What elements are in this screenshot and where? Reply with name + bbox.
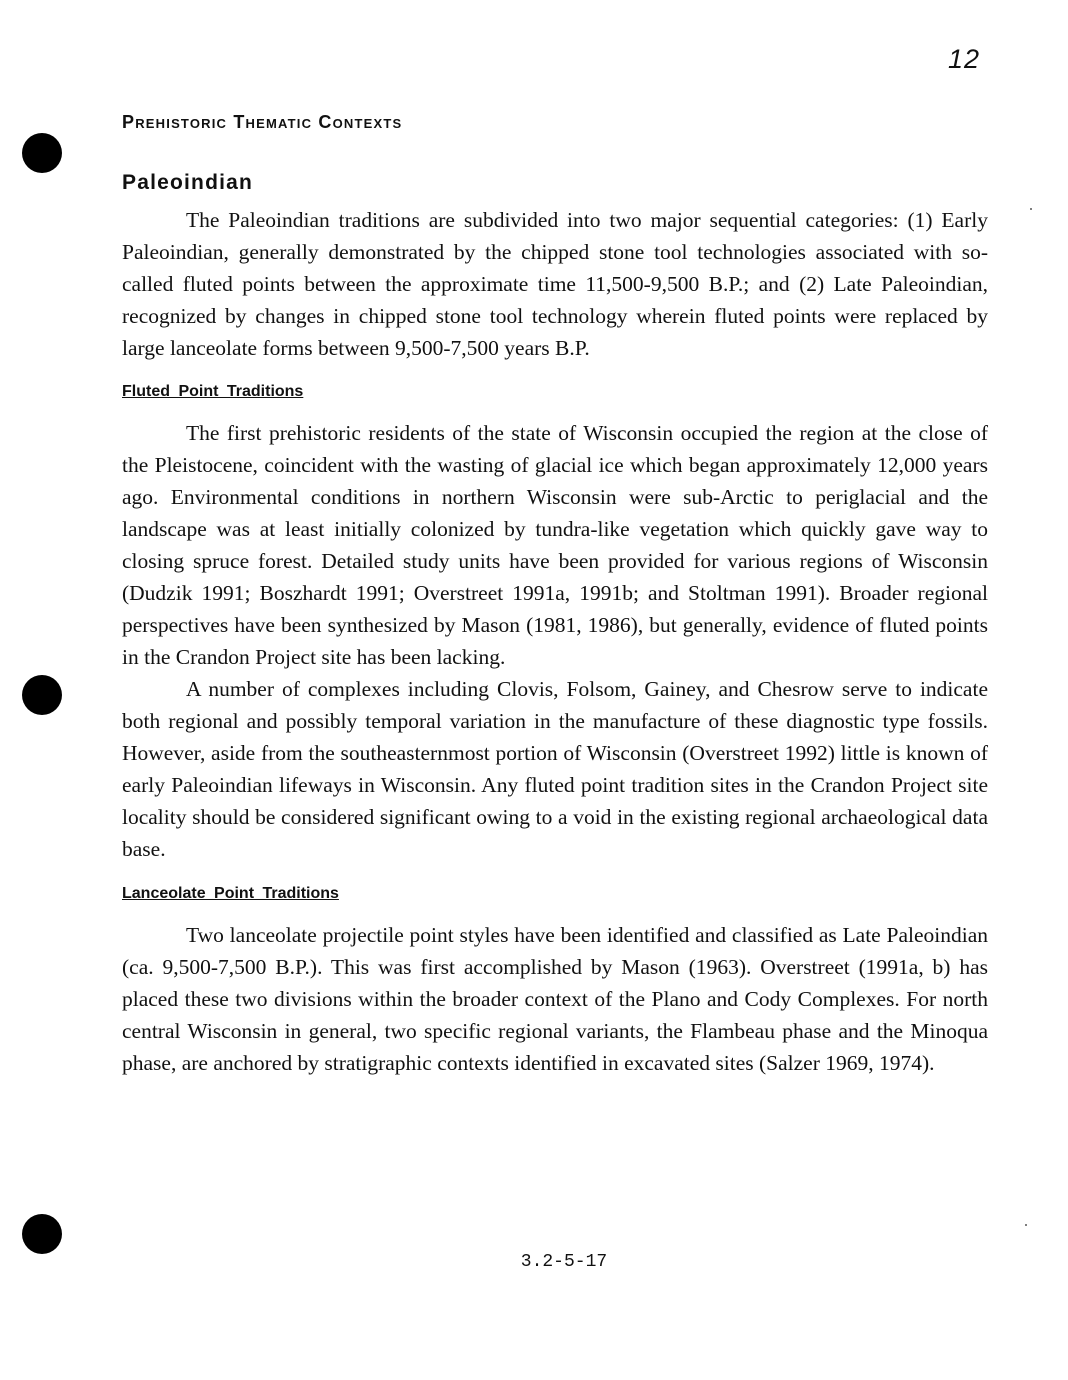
document-body [122, 112, 988, 1079]
scan-speck [1025, 1224, 1027, 1226]
heading-lanceolate-point-traditions: Lanceolate Point Traditions [122, 885, 339, 902]
section-title: Prehistoric Thematic Contexts [122, 112, 403, 132]
page-number: 12 [948, 44, 981, 74]
binder-hole-bottom [22, 1214, 62, 1254]
subsection-title-paleoindian: Paleoindian [122, 171, 254, 194]
page-footer-code: 3.2-5-17 [520, 1252, 608, 1272]
paragraph-intro: The Paleoindian traditions are subdivided into two major sequential categories: (1) Early Paleoindian, generally demonstrated by the chipped stone tool technologies associated with so-called fluted points between the approximate time 11,500-9,500 B.P.; and (2) Late Paleoindian, recognized by changes in chipped stone tool technology wherein fluted points were replaced by large lanceolate forms between 9,500-7,500 years B.P. [122, 208, 988, 360]
paragraph-fluted-1: The first prehistoric residents of the state of Wisconsin occupied the region at the close of the Pleistocene, coincident with the wasting of glacial ice which began approximately 12,000 years ago. Environmental conditions in northern Wisconsin were sub-Arctic to periglacial and the landscape was at least initially colonized by tundra-like vegetation which quickly gave way to closing spruce forest. Detailed study units have been provided for various regions of Wisconsin (Dudzik 1991; Boszhardt 1991; Overstreet 1991a, 1991b; and Stoltman 1991). Broader regional perspectives have been synthesized by Mason (1981, 1986), but generally, evidence of fluted points in the Crandon Project site has been lacking. [122, 421, 988, 669]
binder-hole-middle [22, 675, 62, 715]
paragraph-lanceolate: Two lanceolate projectile point styles have been identified and classified as Late Paleoindian (ca. 9,500-7,500 B.P.). This was first accomplished by Mason (1963). Overstreet (1991a, b) has placed these two divisions within the broader context of the Plano and Cody Complexes. For north central Wisconsin in general, two specific regional variants, the Flambeau phase and the Minoqua phase, are anchored by stratigraphic contexts identified in excavated sites (Salzer 1969, 1974). [122, 923, 988, 1075]
paragraph-fluted-2: A number of complexes including Clovis, Folsom, Gainey, and Chesrow serve to indicate both regional and possibly temporal variation in the manufacture of these diagnostic type fossils. However, aside from the southeasternmost portion of Wisconsin (Overstreet 1992) little is known of early Paleoindian lifeways in Wisconsin. Any fluted point tradition sites in the Crandon Project site locality should be considered significant owing to a void in the existing regional archaeological data base. [122, 677, 988, 861]
scan-speck [1030, 208, 1032, 210]
heading-fluted-point-traditions: Fluted Point Traditions [122, 383, 304, 400]
binder-hole-top [22, 133, 62, 173]
